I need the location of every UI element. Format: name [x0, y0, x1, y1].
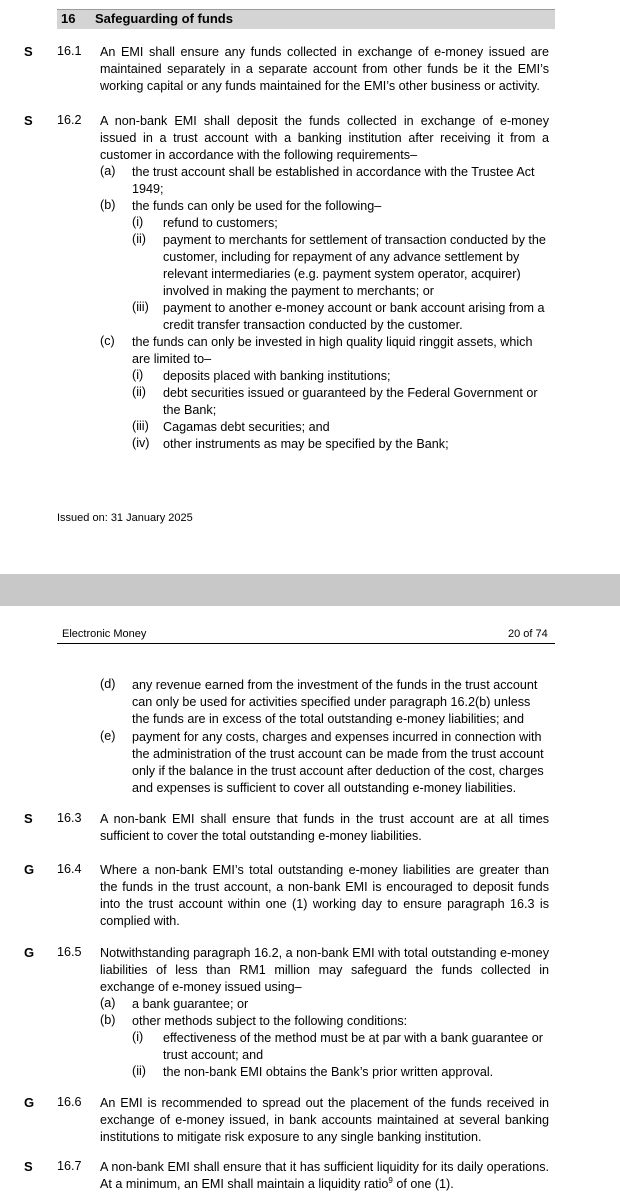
sublist-label: (i) [132, 1030, 144, 1044]
sublist-label: (ii) [132, 232, 146, 246]
sublist-item-text: other instruments as may be specified by the Bank; [163, 437, 449, 451]
list-item-text: a bank guarantee; or [132, 997, 249, 1011]
sublist-label: (iii) [132, 419, 149, 433]
sublist-item-text: deposits placed with banking institutions; [163, 369, 391, 383]
paragraph-16-4-text: Where a non-bank EMI’s total outstanding e-money liabilities are greater than the funds in the trust account, a non-bank EMI is encouraged to deposit funds into the trust account within one (1) working day to ensure paragraph 16.3 is complied with. [100, 863, 549, 928]
paragraph-number: 16.6 [57, 1095, 82, 1109]
paragraph-16-7-text-after: of one (1). [392, 1177, 454, 1191]
paragraph-16-7-text-before: A non-bank EMI shall ensure that it has sufficient liquidity for its daily operations. At a minimum, an EMI shall maintain a liquidity ratio [100, 1160, 549, 1191]
list-label: (e) [100, 729, 116, 743]
footnote-reference[interactable]: 9 [388, 1175, 393, 1185]
list-item-text: the trust account shall be established in accordance with the Trustee Act 1949; [132, 165, 535, 196]
running-header-title: Electronic Money [62, 628, 147, 640]
header-rule [57, 643, 555, 644]
issued-date: Issued on: 31 January 2025 [57, 512, 193, 524]
section-heading-bar [57, 9, 555, 29]
page-number: 20 of 74 [508, 628, 548, 640]
paragraph-type-mark: S [24, 44, 33, 59]
list-label: (a) [100, 996, 116, 1010]
list-label: (c) [100, 334, 115, 348]
paragraph-type-mark: S [24, 113, 33, 128]
paragraph-type-mark: S [24, 811, 33, 826]
paragraph-type-mark: G [24, 945, 35, 960]
paragraph-16-5-text: Notwithstanding paragraph 16.2, a non-bank EMI with total outstanding e-money liabilities of less than RM1 million may safeguard the funds collected in exchange of e-money issued using– [100, 946, 549, 994]
sublist-item-text: Cagamas debt securities; and [163, 420, 330, 434]
paragraph-type-mark: S [24, 1159, 33, 1174]
section-number: 16 [61, 11, 76, 26]
list-label: (a) [100, 164, 116, 178]
sublist-label: (iv) [132, 436, 150, 450]
list-item-text: any revenue earned from the investment of the funds in the trust account can only be used for activities specified under paragraph 16.2(b) unless the funds are in excess of the total outstanding e-money liabilities; and [132, 678, 538, 726]
paragraph-16-2-text: A non-bank EMI shall deposit the funds collected in exchange of e-money issued in a trust account with a banking institution after receiving it from a customer in accordance with the following requirements– [100, 114, 549, 162]
list-label: (b) [100, 198, 116, 212]
sublist-item-text: debt securities issued or guaranteed by the Federal Government or the Bank; [163, 386, 538, 417]
list-item-text: other methods subject to the following conditions: [132, 1014, 408, 1028]
sublist-label: (i) [132, 215, 144, 229]
paragraph-number: 16.2 [57, 113, 82, 127]
sublist-label: (i) [132, 368, 144, 382]
list-item-text: payment for any costs, charges and expenses incurred in connection with the administration of the trust account can be made from the trust account only if the balance in the trust account after deduction of the cost, charges and expenses is sufficient to cover all outstanding e-money liabilities. [132, 730, 544, 795]
paragraph-number: 16.3 [57, 811, 82, 825]
paragraph-type-mark: G [24, 862, 35, 877]
list-item-text: the funds can only be used for the following– [132, 199, 382, 213]
sublist-label: (ii) [132, 1064, 146, 1078]
page-sheet-1 [0, 0, 620, 574]
paragraph-number: 16.4 [57, 862, 82, 876]
sublist-item-text: payment to another e-money account or bank account arising from a credit transfer transaction conducted by the customer. [163, 301, 545, 332]
paragraph-16-6-text: An EMI is recommended to spread out the placement of the funds received in exchange of e-money issued, in bank accounts maintained at several banking institutions to mitigate risk exposure to any single banking institution. [100, 1096, 549, 1144]
list-item-text: the funds can only be invested in high quality liquid ringgit assets, which are limited to– [132, 335, 533, 366]
sublist-item-text: refund to customers; [163, 216, 278, 230]
paragraph-16-3-text: A non-bank EMI shall ensure that funds in the trust account are at all times sufficient to cover the total outstanding e-money liabilities. [100, 812, 549, 843]
sublist-item-text: payment to merchants for settlement of transaction conducted by the customer, including for repayment of any advance settlement by relevant intermediaries (e.g. payment system operator, acquirer) involved in making the payment to merchants; or [163, 233, 546, 298]
paragraph-number: 16.7 [57, 1159, 82, 1173]
list-label: (b) [100, 1013, 116, 1027]
paragraph-number: 16.5 [57, 945, 82, 959]
paragraph-16-7-text [100, 1159, 549, 1193]
list-label: (d) [100, 677, 116, 691]
sublist-item-text: the non-bank EMI obtains the Bank’s prior written approval. [163, 1065, 494, 1079]
sublist-label: (iii) [132, 300, 149, 314]
paragraph-number: 16.1 [57, 44, 82, 58]
section-title: Safeguarding of funds [95, 11, 233, 26]
sublist-item-text: effectiveness of the method must be at par with a bank guarantee or trust account; and [163, 1031, 543, 1062]
page-sheet-2 [0, 606, 620, 1200]
paragraph-16-1-text: An EMI shall ensure any funds collected in exchange of e-money issued are maintained separately in a separate account from other funds be it the EMI’s working capital or any funds maintained for the EMI’s other business or activity. [100, 45, 549, 93]
page-gap [0, 574, 620, 606]
paragraph-type-mark: G [24, 1095, 35, 1110]
sublist-label: (ii) [132, 385, 146, 399]
